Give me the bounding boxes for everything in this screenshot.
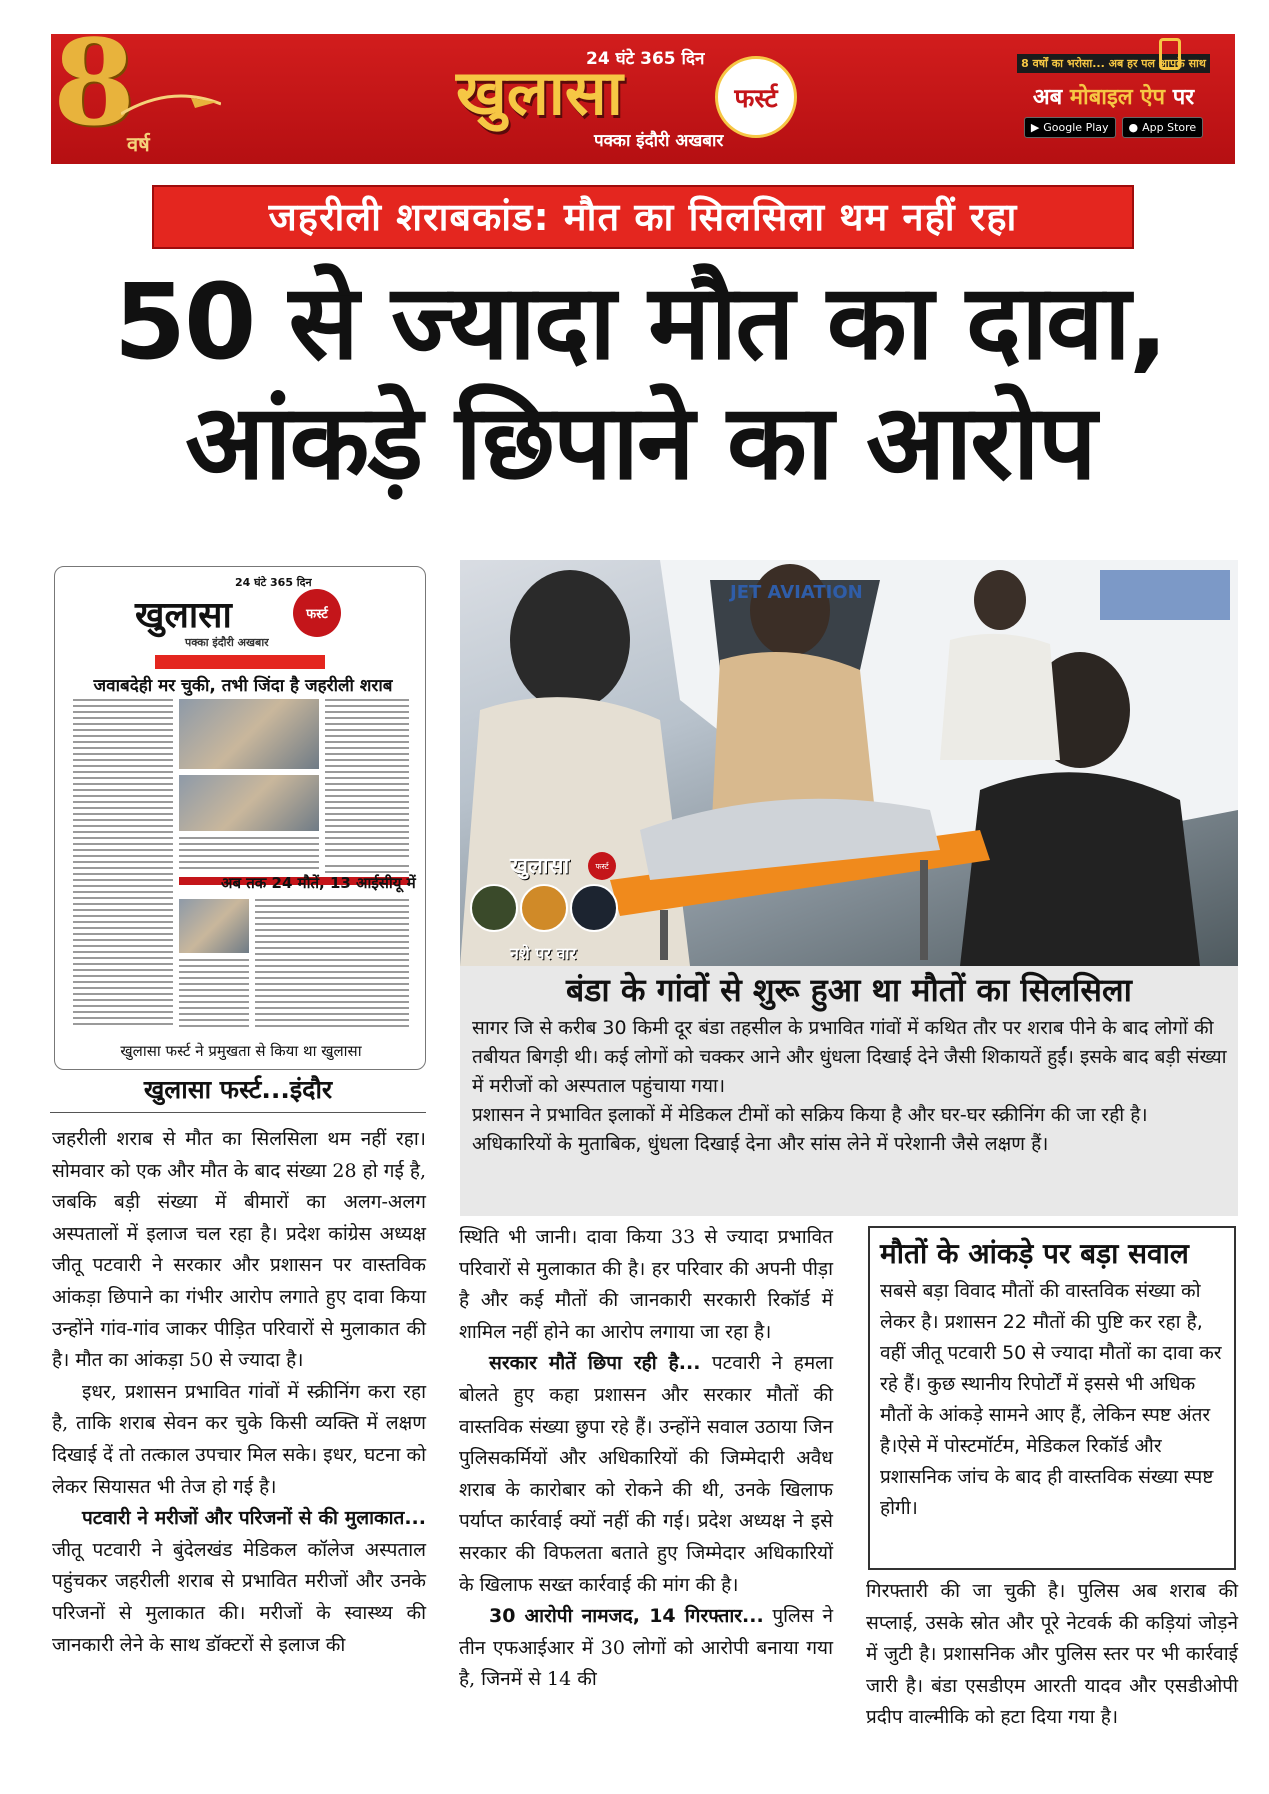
- anniversary-word: वर्ष: [127, 132, 150, 156]
- clipping-text-column: [325, 699, 409, 859]
- clipping-subheadline: अब तक 24 मौतें, 13 आईसीयू में: [221, 874, 416, 892]
- masthead-tagline: 24 घंटे 365 दिन: [586, 49, 705, 69]
- article-subhead: सरकार मौतें छिपा रही है...: [489, 1352, 701, 1375]
- logo-badge: फर्स्ट: [715, 56, 797, 138]
- app-line-prefix: अब: [1032, 85, 1063, 110]
- article-paragraph: जहरीली शराब से मौत का सिलसिला थम नहीं रहा। सोमवार को एक और मौत के बाद संख्या 28 हो गई है, जबकि बड़ी संख्या में बीमारों का अलग-अलग अस्पतालों में इलाज चल रहा है। प्रदेश कांग्रेस अध्यक्ष जीतू पटवारी ने सरकार और प्रशासन पर वास्तविक आंकड़ा छिपाने का गंभीर आरोप लगाते हुए दावा किया उन्होंने गांव-गांव जाकर पीड़ित परिवारों से मुलाकात की है। मौत का आंकड़ा 50 से ज्यादा है।: [52, 1128, 426, 1372]
- headline-line-2: आंकड़े छिपाने का आरोप: [185, 381, 1095, 503]
- clipping-body: [73, 699, 409, 1029]
- portrait-icon: [520, 884, 568, 932]
- article-column-3: [866, 1576, 1238, 1734]
- sidebar-box: [868, 1226, 1236, 1570]
- apple-icon: ●: [1128, 121, 1139, 134]
- article-subhead: 30 आरोपी नामजद, 14 गिरफ्तार...: [489, 1605, 764, 1628]
- article-column-2: [459, 1222, 833, 1696]
- newspaper-clipping: [54, 566, 426, 1070]
- story-box-title: बंडा के गांवों से शुरू हुआ था मौतों का सिलसिला: [566, 971, 1132, 1009]
- app-store-badge[interactable]: [1122, 117, 1204, 138]
- anniversary-emblem: [51, 13, 201, 164]
- app-promo-line: [1011, 81, 1216, 111]
- story-box-body: [472, 1014, 1232, 1159]
- article-paragraph: [459, 1348, 833, 1601]
- article-paragraph-text: पटवारी ने हमला बोलते हुए कहा प्रशासन और सरकार मौतों की वास्तविक संख्या छुपा रहे हैं। उन्होंने सवाल उठाया जिन पुलिसकर्मियों और अधिकारियों की जिम्मेदारी अवैध शराब के कारोबार को रोकने की थी, उनके खिलाफ पर्याप्त कार्रवाई क्यों नहीं की गई। प्रदेश अध्यक्ष ने इसे सरकार की विफलता बताते हुए जिम्मेदार अधिकारियों के खिलाफ सख्त कार्रवाई की मांग की है।: [459, 1352, 833, 1596]
- app-line-suffix: पर: [1172, 85, 1195, 110]
- clipping-red-strip: [155, 655, 325, 669]
- clipping-text-column: [255, 899, 409, 1029]
- clipping-text-column: [73, 699, 173, 1029]
- article-subhead: पटवारी ने मरीजों और परिजनों से की मुलाकात...: [82, 1507, 426, 1530]
- clipping-text-column: [179, 837, 319, 873]
- clipping-photo: [179, 699, 319, 769]
- aircraft-lettering: JET AVIATION: [730, 582, 863, 603]
- masthead: [51, 13, 1235, 164]
- article-paragraph: इधर, प्रशासन प्रभावित गांवों में स्क्रीनिंग करा रहा है, ताकि शराब सेवन कर चुके किसी व्यक्ति में लक्षण दिखाई दें तो तत्काल उपचार मिल सके। इधर, घटना को लेकर सियासत भी तेज हो गई है।: [52, 1380, 426, 1498]
- sidebar-box-title: मौतों के आंकड़े पर बड़ा सवाल: [880, 1237, 1189, 1270]
- clipping-logo: खुलासा: [135, 595, 232, 636]
- article-paragraph-text: जीतू पटवारी ने बुंदेलखंड मेडिकल कॉलेज अस्पताल पहुंचकर जहरीली शराब से प्रभावित मरीजों और उनके परिजनों से मुलाकात की। मरीजों के स्वास्थ्य की जानकारी लेने के साथ डॉक्टरों से इलाज की: [52, 1538, 426, 1656]
- series-badge: [470, 850, 620, 965]
- series-logo: खुलासा: [510, 854, 570, 879]
- clipping-caption: खुलासा फर्स्ट ने प्रमुखता से किया था खुलासा: [120, 1042, 362, 1060]
- google-play-badge[interactable]: [1024, 117, 1116, 138]
- app-promo: [1011, 48, 1216, 158]
- clipping-headline: जवाबदेही मर चुकी, तभी जिंदा है जहरीली शराब: [93, 676, 393, 696]
- sidebar-box-body: सबसे बड़ा विवाद मौतों की वास्तविक संख्या को लेकर है। प्रशासन 22 मौतों की पुष्टि कर रहा है, वहीं जीतू पटवारी 50 से ज्यादा मौतों का दावा कर रहे हैं। कुछ स्थानीय रिपोर्टों में इससे भी अधिक मौतों के आंकड़े सामने आए हैं, लेकिन स्पष्ट अंतर है।ऐसे में पोस्टमॉर्टम, मेडिकल रिकॉर्ड और प्रशासनिक जांच के बाद ही वास्तविक संख्या स्पष्ट होगी।: [880, 1280, 1222, 1519]
- article-paragraph: [52, 1503, 426, 1661]
- dateline: खुलासा फर्स्ट...इंदौर: [50, 1072, 426, 1113]
- news-photo: [460, 560, 1238, 966]
- article-paragraph: [459, 1601, 833, 1696]
- syringe-icon: [570, 884, 618, 932]
- clipping-tagline: 24 घंटे 365 दिन: [235, 576, 312, 589]
- clipping-text-column: [325, 865, 409, 873]
- article-paragraph: गिरफ्तारी की जा चुकी है। पुलिस अब शराब की सप्लाई, उसके स्रोत और पूरे नेटवर्क की कड़ियां जोड़ने में जुटी है। प्रशासनिक और पुलिस स्तर पर भी कार्रवाई जारी है। बंडा एसडीएम आरती यादव और एसडीओपी प्रदीप वाल्मीकि को हटा दिया गया है।: [866, 1580, 1238, 1729]
- article-paragraph: स्थिति भी जानी। दावा किया 33 से ज्यादा प्रभावित परिवारों से मुलाकात की है। हर परिवार की अपनी पीड़ा है और कई मौतों की जानकारी सरकारी रिकॉर्ड में शामिल नहीं होने का आरोप लगाया जा रहा है।: [459, 1226, 833, 1343]
- kicker-banner: जहरीली शराबकांड: मौत का सिलसिला थम नहीं रहा: [152, 185, 1134, 249]
- article-column-1: [52, 1124, 426, 1661]
- anniversary-number: 8: [53, 13, 136, 152]
- series-name: नशे पर वार: [510, 944, 577, 963]
- story-box-paragraph: प्रशासन ने प्रभावित इलाकों में मेडिकल टीमों को सक्रिय किया है और घर-घर स्क्रीनिंग की जा रही है। अधिकारियों के मुताबिक, धुंधला दिखाई देना और सांस लेने में परेशानी जैसे लक्षण हैं।: [472, 1104, 1148, 1155]
- series-logo-badge: फर्स्ट: [588, 852, 616, 880]
- newspaper-logo: खुलासा: [456, 56, 623, 129]
- app-line-highlight: मोबाइल ऐप: [1069, 85, 1166, 110]
- clipping-photo: [179, 899, 249, 953]
- app-store-label: App Store: [1142, 121, 1197, 134]
- clipping-photo: [179, 775, 319, 831]
- app-trust-line: 8 वर्षों का भरोसा... अब हर पल आपके साथ: [1017, 54, 1210, 73]
- clipping-logo-badge: फर्स्ट: [293, 589, 341, 637]
- story-box-paragraph: सागर जि से करीब 30 किमी दूर बंडा तहसील के प्रभावित गांवों में कथित तौर पर शराब पीने के बाद लोगों की तबीयत बिगड़ी थी। कई लोगों को चक्कर आने और धुंधला दिखाई देने जैसी शिकायतें हुईं। इसके बाद बड़ी संख्या में मरीजों को अस्पताल पहुंचाया गया।: [472, 1017, 1227, 1097]
- story-box-banda: [460, 966, 1238, 1216]
- mobile-phone-icon: [1159, 38, 1181, 70]
- clipping-logo-subtitle: पक्का इंदौरी अखबार: [185, 636, 269, 649]
- logo-subtitle: पक्का इंदौरी अखबार: [594, 131, 724, 151]
- leaf-icon: [470, 884, 518, 932]
- clipping-text-column: [179, 959, 249, 1029]
- pen-nib-icon: [121, 84, 221, 124]
- main-headline: [40, 262, 1240, 502]
- headline-line-1: 50 से ज्यादा मौत का दावा,: [113, 261, 1167, 383]
- article-paragraph-text: पुलिस ने तीन एफआईआर में 30 लोगों को आरोपी बनाया गया है, जिनमें से 14 की: [459, 1605, 833, 1691]
- google-play-label: Google Play: [1043, 121, 1109, 134]
- play-icon: ▶: [1030, 121, 1040, 134]
- store-badges: [1011, 117, 1216, 138]
